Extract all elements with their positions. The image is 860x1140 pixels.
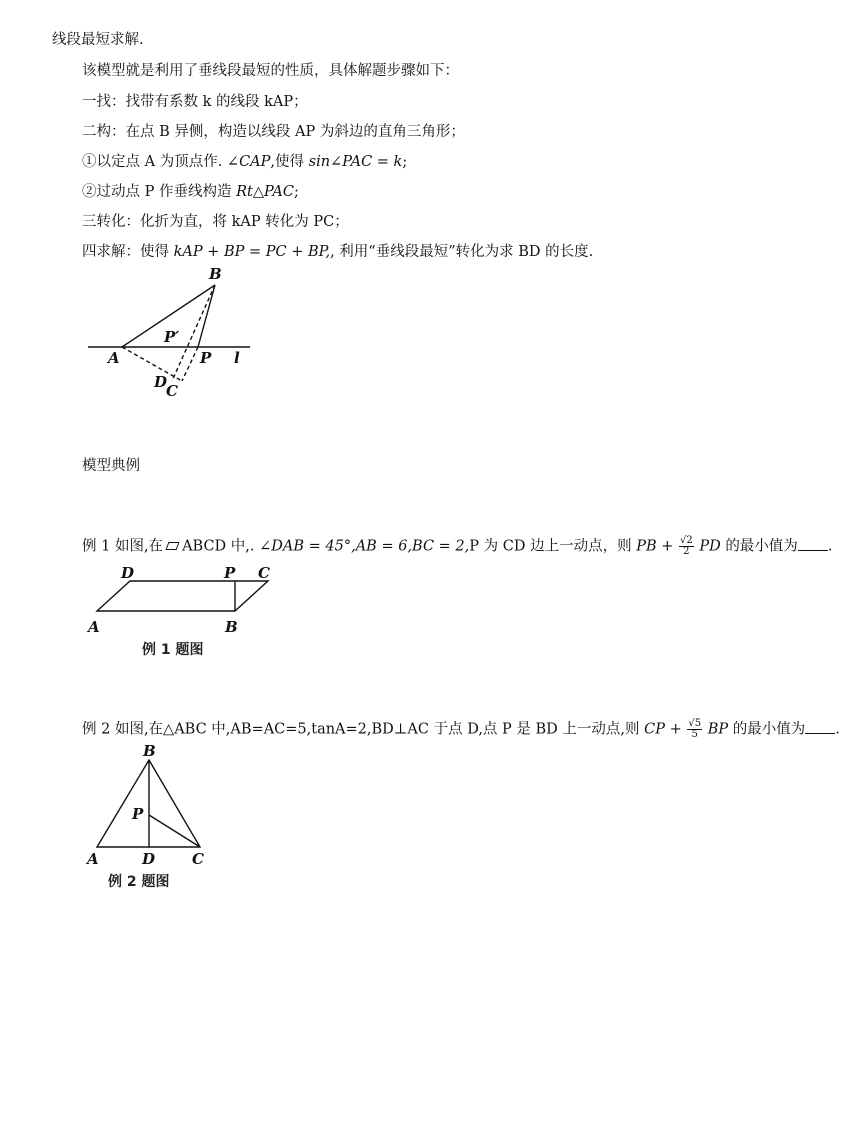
step-2a-text-2: ,使得 [270, 154, 305, 170]
fig2-caption: 例 2 题图 [108, 874, 170, 890]
ex1-end: . [827, 538, 833, 555]
step-2a-end: ; [402, 154, 408, 170]
intro-line-0: 线段最短求解. [52, 32, 144, 48]
intro-step-1: 一找：找带有系数 k 的线段 kAP； [82, 94, 308, 110]
ex1-p-desc: P 为 CD 边上一动点，则 [469, 538, 632, 555]
label-b: B [209, 265, 222, 283]
fig1-label-c: C [258, 564, 270, 582]
fig1-label-a: A [88, 618, 100, 636]
ex1-prefix: 例 1 如图,在 [82, 538, 164, 555]
label-l: l [234, 349, 240, 367]
step-4-text-2: , 利用“垂线段最短”转化为求 BD 的长度. [330, 244, 594, 260]
fig1-label-b: B [225, 618, 238, 636]
ex2-frac-den: 5 [691, 729, 698, 740]
step-2b-text: ②过动点 P 作垂线构造 [82, 184, 232, 200]
intro-step-2: 二构：在点 B 异侧，构造以线段 AP 为斜边的直角三角形； [82, 124, 465, 140]
ex1-abcd: ABCD 中,. [182, 538, 255, 555]
label-a: A [108, 349, 120, 367]
ex1-expr-a: PB + [636, 538, 674, 555]
fig2-label-c: C [192, 850, 204, 868]
sin-formula: sin∠PAC = k [308, 154, 403, 170]
step-2b-end: ; [293, 184, 299, 200]
label-c: C [166, 382, 178, 400]
label-p-prime: P′ [164, 328, 180, 346]
ex1-question: 的最小值为 [725, 538, 798, 555]
fig2-label-b: B [143, 742, 156, 760]
rt-triangle: Rt△PAC [236, 184, 294, 200]
ex2-end: . [835, 721, 840, 738]
fig2-label-d: D [142, 850, 156, 868]
fig2-label-p: P [132, 805, 144, 823]
intro-step-3: 三转化：化折为直，将 kAP 转化为 PC； [82, 214, 349, 230]
segment-pc [149, 815, 200, 847]
ex2-expr-b: BP [707, 721, 729, 738]
fig1-label-d: D [121, 564, 135, 582]
fig1-label-p: P [224, 564, 236, 582]
step-2a-text: ①以定点 A 为顶点作. [82, 154, 223, 170]
ex1-given: ∠DAB = 45°,AB = 6,BC = 2, [259, 538, 470, 555]
angle-cap: ∠CAP [226, 154, 271, 170]
fig2-label-a: A [87, 850, 99, 868]
fig1-caption: 例 1 题图 [142, 642, 204, 658]
ex1-frac-num: √2 [679, 535, 693, 546]
label-d: D [154, 373, 168, 391]
step-4-text: 四求解：使得 [82, 244, 169, 260]
label-p: P [200, 349, 212, 367]
ex2-expr-a: CP + [644, 721, 682, 738]
ex2-question: 的最小值为 [732, 721, 806, 738]
ex1-frac-den: 2 [683, 546, 690, 557]
ex1-expr-b: PD [699, 538, 721, 555]
section-title: 模型典例 [82, 458, 140, 474]
step-4-formula: kAP + BP = PC + BP, [173, 244, 331, 260]
ex2-prefix: 例 2 如图,在△ABC 中,AB=AC=5,tanA=2,BD⊥AC 于点 D,点 P 是 BD 上一动点,则 [82, 721, 640, 738]
ex2-frac-num: √5 [688, 718, 702, 729]
intro-line-1: 该模型就是利用了垂线段最短的性质，具体解题步骤如下： [82, 63, 459, 79]
